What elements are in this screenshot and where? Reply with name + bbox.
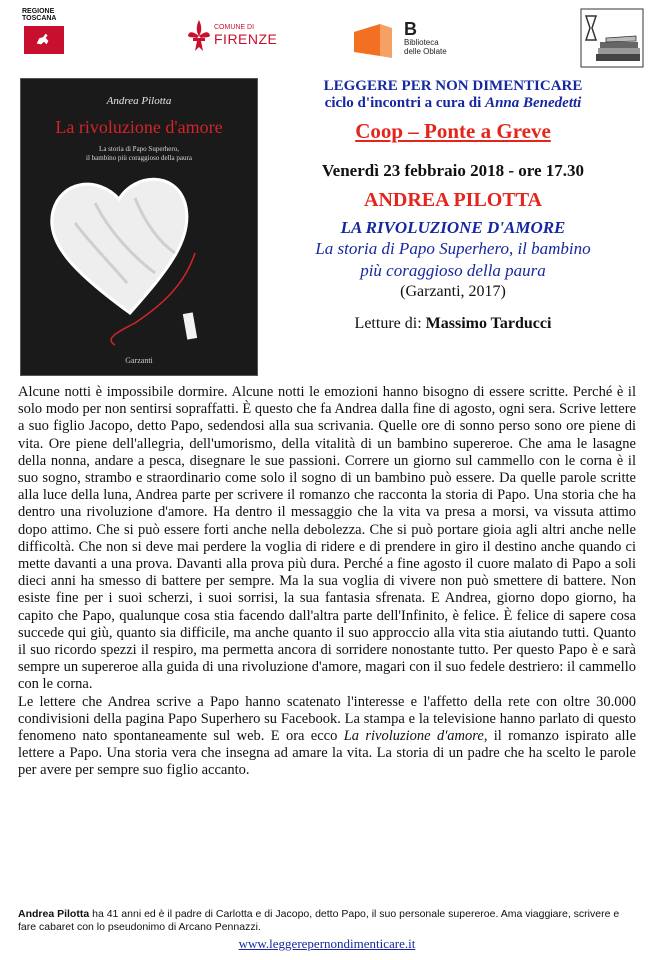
chalk-heart-illustration [35, 163, 245, 353]
toscana-flag-icon [24, 26, 64, 54]
book-subtitle-2: più coraggioso della paura [360, 261, 546, 280]
book-title: LA RIVOLUZIONE D'AMORE [340, 218, 566, 237]
website-link[interactable]: www.leggerepernondimenticare.it [238, 936, 416, 951]
cover-subtitle-line2: il bambino più coraggioso della paura [86, 154, 192, 162]
readings-label: Letture di: [354, 315, 422, 332]
body-paragraph-2-title: La rivoluzione d'amore [343, 728, 484, 745]
series-subtitle [268, 95, 638, 112]
book-cover [20, 78, 258, 376]
firenze-top: COMUNE DI [214, 24, 255, 31]
books-hourglass-logo [580, 8, 644, 68]
cover-author: Andrea Pilotta [106, 95, 172, 107]
comune-firenze-logo [186, 8, 276, 68]
bio-name: Andrea Pilotta [18, 908, 90, 920]
cover-title: La rivoluzione d'amore [55, 117, 223, 137]
body-paragraph-2 [18, 694, 636, 780]
venue: Coop – Ponte a Greve [355, 119, 551, 143]
books-icon [580, 8, 644, 68]
series-title: LEGGERE PER NON DIMENTICARE [323, 78, 583, 94]
oblate-line2: delle Oblate [404, 47, 447, 56]
firenze-main: FIRENZE [214, 31, 278, 47]
event-info [268, 78, 638, 334]
toscana-line1: REGIONE [22, 8, 55, 15]
biblioteca-oblate-logo [350, 8, 450, 68]
regione-toscana-logo [18, 8, 78, 68]
bio-text: ha 41 anni ed è il padre di Carlotta e di Jacopo, detto Papo, il suo personale supereroe. Ama viaggiare, scrivere e fare cabaret con lo pseudonimo di Arcano Pennazzi. [18, 908, 620, 933]
author-bio [18, 908, 636, 934]
book-subtitle-1: La storia di Papo Superhero, il bambino [315, 239, 591, 258]
toscana-line2: TOSCANA [22, 15, 57, 22]
body-paragraph-2-b: , il romanzo ispirato alle lettere a Papo. Una storia vera che insegna ad amare la vita. La storia di un padre che ha scelto le parole per avere per sempre suo figlio accanto. [18, 728, 637, 779]
oblate-book-icon [352, 18, 394, 60]
event-date: Venerdì 23 febbraio 2018 - ore 17.30 [321, 161, 585, 180]
curator-name: Anna Benedetti [485, 95, 582, 111]
cover-publisher: Garzanti [125, 356, 153, 365]
publisher-year: (Garzanti, 2017) [400, 283, 506, 300]
florence-lily-icon [186, 18, 212, 54]
body-text [18, 384, 636, 780]
body-paragraph-2-a: Le lettere che Andrea scrive a Papo hanno scatenato l'interesse e l'affetto della rete con oltre 30.000 condivisioni della pagina Papo Superhero su Facebook. La stampa e la televisione hanno parlato di questo fenomeno nato spontaneamente sul web. E ora ecco [18, 693, 636, 745]
series-sub-text: ciclo d'incontri a cura di [324, 95, 482, 111]
reader-name: Massimo Tarducci [425, 315, 552, 332]
author-name: ANDREA PILOTTA [364, 189, 542, 211]
pegasus-icon [34, 30, 52, 48]
readings [268, 314, 638, 334]
header-logos [0, 0, 654, 70]
cover-subtitle [21, 145, 257, 163]
oblate-letter: B [404, 19, 417, 39]
cover-subtitle-line1: La storia di Papo Superhero, [99, 145, 179, 153]
oblate-line1: Biblioteca [404, 38, 439, 47]
body-paragraph-1: Alcune notti è impossibile dormire. Alcune notti le emozioni hanno bisogno di essere scritte. Perché è il solo modo per non sentirsi sopraffatti. È questo che fa Andrea dalla fine di agosto, ogni sera. Scrive lettere a suo figlio Jacopo, detto Papo, sedendosi alla sua scrivania. Quelle ore di sonno perso sono ore piene di vita. Ore piene dell'allegria, dell'umorismo, della vitalità di un bambino supereroe. Che ama le lasagne della nonna, andare a pesca, disegnare le sue passioni. Correre un giorno sul cammello con le corna è il suo sogno, strambo e straordinario come solo il sogno di un bambino può essere. Da quelle parole scritte alla luce della luna, Andrea parte per scrivere il romanzo che racconta la storia di Papo. Una storia che ha dentro una rivoluzione d'amore. Ha dentro il messaggio che la vita va presa a morsi, va vissuta attimo dopo attimo. Che si può essere forti anche nella debolezza. Che si può portare gioia agli altri anche nelle difficoltà. Che non si deve mai perdere la voglia di ridere e di prendere in giro il destino anche quando ci mette davanti a una prova. Davanti alla prova più dura. Perché a fine agosto il cuore malato di Papo a soli dieci anni ha smesso di battere per sempre. Ma la sua voglia di vivere non può smettere di battere. Non esiste fine per i suoi scherzi, i suoi sorrisi, la sua fantasia sfrenata. E Andrea, giorno dopo giorno, ha capito che Papo, qualunque cosa stia facendo dall'altra parte dell'Infinito, è felice. È felice di sapere cosa succede qui giù, quanto sia difficile, ma anche quanto il suo approccio alla vita stia aiutando tutti. Quanto il suo ricordo spezzi il respiro, ma permetta ancora di sorridere nonostante tutto. Per questo Papo è e sarà sempre un supereroe alla guida di una rivoluzione d'amore, magari con il suo fedele destriero: il cammello con le corna. [18, 384, 636, 693]
